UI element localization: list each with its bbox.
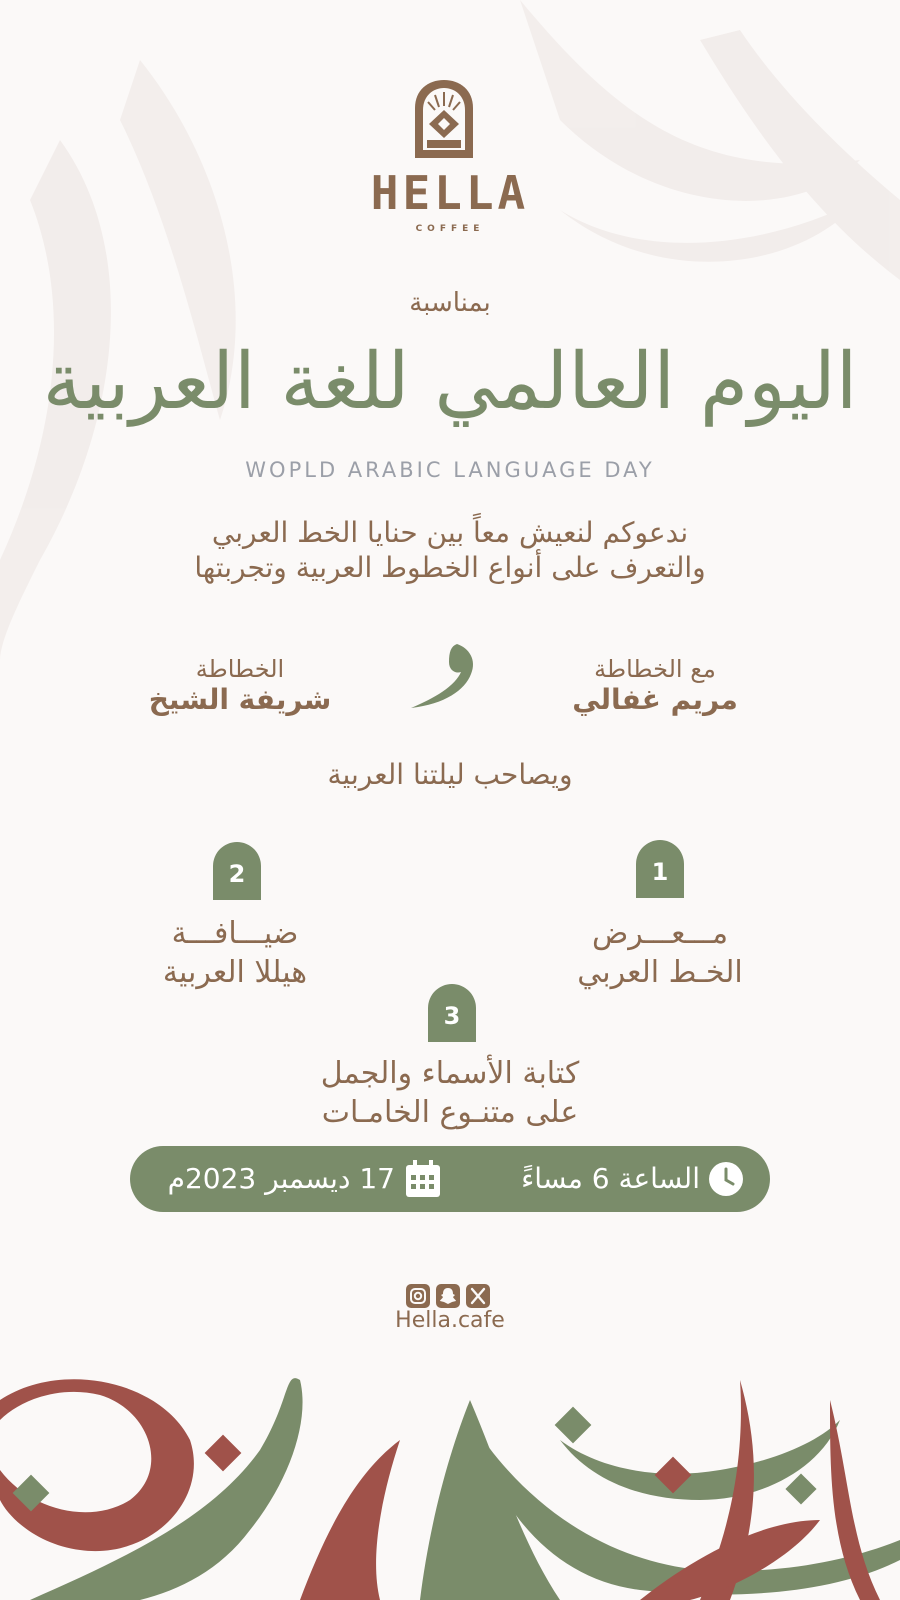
feature-3-line-2: على متنـوع الخامـات <box>321 1095 579 1130</box>
title-english: WOPLD ARABIC LANGUAGE DAY <box>245 458 655 482</box>
host-right <box>560 655 750 716</box>
feature-3 <box>290 1054 610 1132</box>
x-icon[interactable] <box>466 1284 490 1308</box>
brand-subtitle: COFFEE <box>415 224 485 234</box>
event-details-bar <box>130 1146 770 1212</box>
occasion-text: بمناسبة <box>409 288 491 318</box>
host-left-label: الخطاطة <box>195 655 285 683</box>
instagram-icon[interactable] <box>406 1284 430 1308</box>
invitation-line-2: والتعرف على أنواع الخطوط العربية وتجربتها <box>194 551 706 584</box>
social-handle[interactable]: Hella.cafe <box>395 1308 505 1333</box>
hella-logo-icon <box>413 78 475 160</box>
feature-1 <box>560 914 760 992</box>
accompany-text: ويصاحب ليلتنا العربية <box>327 758 573 791</box>
feature-1-badge: 1 <box>636 840 684 898</box>
waw-calligraphy-icon <box>405 638 483 710</box>
invitation-text <box>0 515 900 585</box>
feature-2-badge: 2 <box>213 842 261 900</box>
feature-3-line-1: كتابة الأسماء والجمل <box>320 1056 580 1091</box>
feature-2-line-1: ضيـــافـــة <box>171 916 299 951</box>
calendar-icon <box>405 1160 441 1198</box>
feature-2-line-2: هيللا العربية <box>162 955 308 990</box>
snapchat-icon[interactable] <box>436 1284 460 1308</box>
brand-name: HELLA <box>370 166 530 220</box>
invitation-line-1: ندعوكم لنعيش معاً بين حنايا الخط العربي <box>211 516 689 549</box>
host-right-label: مع الخطاطة <box>594 655 716 683</box>
feature-2 <box>135 914 335 992</box>
host-left-name: شريفة الشيخ <box>148 683 332 716</box>
title-arabic: اليوم العالمي للغة العربية <box>42 337 858 427</box>
clock-icon <box>708 1161 744 1197</box>
event-time: الساعة 6 مساءً <box>521 1162 700 1195</box>
feature-1-line-1: مـــعـــرض <box>591 916 729 951</box>
feature-1-line-2: الخـط العربي <box>577 955 743 990</box>
feature-3-badge: 3 <box>428 984 476 1042</box>
host-right-name: مريم غفالي <box>572 683 738 716</box>
event-date: 17 ديسمبر 2023م <box>167 1162 395 1195</box>
host-left <box>140 655 340 716</box>
